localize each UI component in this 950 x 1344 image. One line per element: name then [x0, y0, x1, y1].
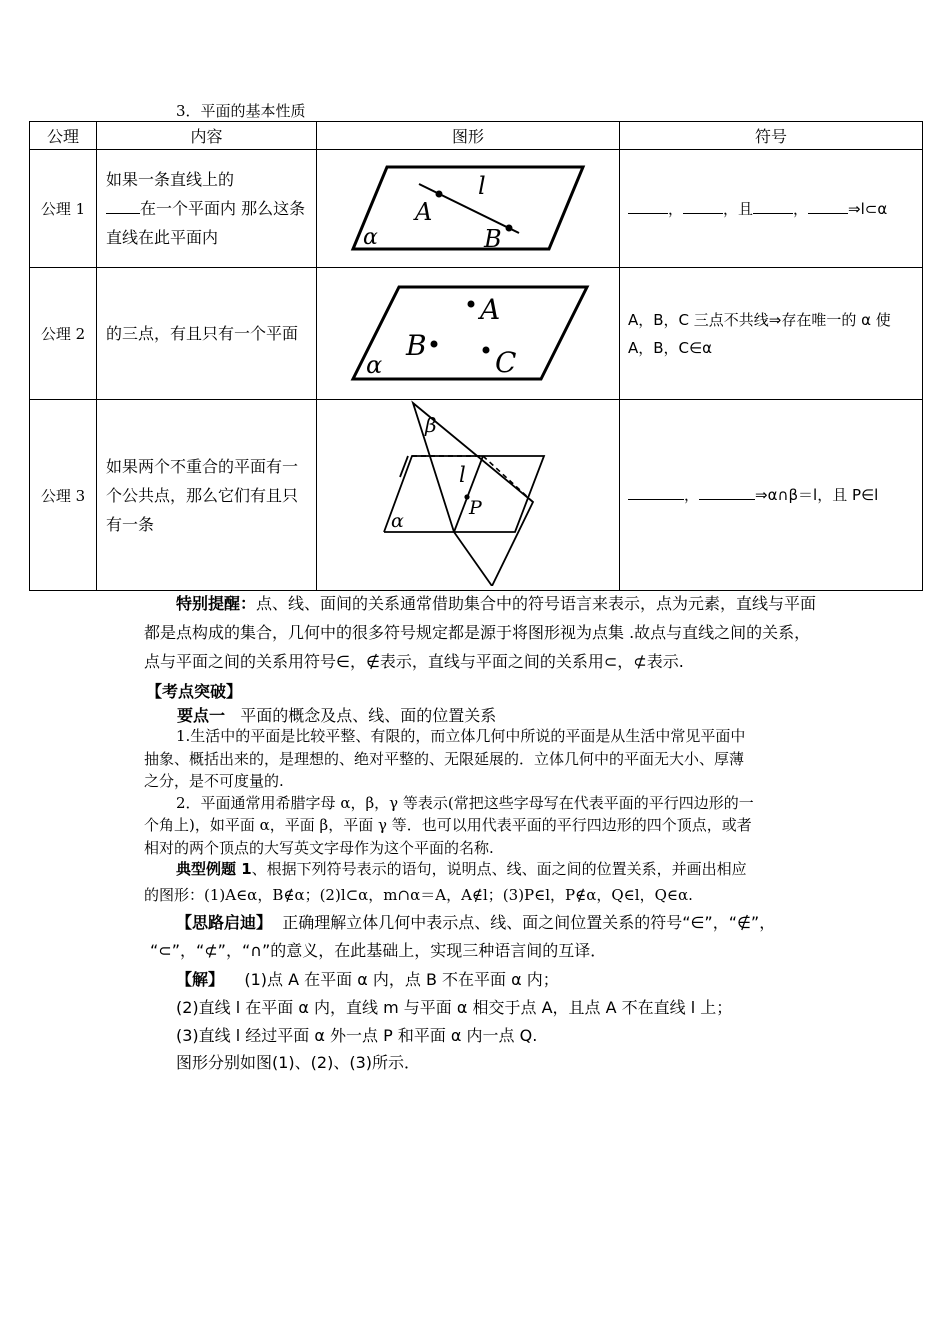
header-symbol: 符号 — [620, 122, 923, 150]
axiom-1-symbol: ， ，且 ， ⇒l⊂α — [620, 150, 923, 268]
axiom-2-content: 的三点，有且只有一个平面 — [97, 268, 317, 400]
axiom-3-content: 如果两个不重合的平面有一个公共点，那么它们有且只有一条 — [97, 400, 317, 591]
axiom-3-name: 公理 3 — [30, 400, 97, 591]
axiom-3-symbol: ， ⇒α∩β＝l，且 P∈l — [620, 400, 923, 591]
table-row — [30, 150, 923, 268]
point2-line2: 个角上)，如平面 α，平面 β，平面 γ 等．也可以用代表平面的平行四边形的四个顶点，或者 — [144, 816, 752, 834]
svg-text:B: B — [484, 224, 502, 253]
point2-line1: 2．平面通常用希腊字母 α，β，γ 等表示(常把这些字母写在代表平面的平行四边形的一 — [176, 794, 754, 812]
axiom-1-figure — [317, 150, 620, 268]
svg-text:l: l — [478, 171, 486, 200]
example-line1: 典型例题 1、根据下列符号表示的语句，说明点、线、面之间的位置关系，并画出相应 — [176, 860, 747, 878]
example-line2: 的图形：(1)A∈α，B∉α；(2)l⊂α，m∩α＝A，A∉l；(3)P∈l，P∉α，Q∈l，Q∈α. — [144, 886, 693, 904]
solution-line4: 图形分别如图(1)、(2)、(3)所示． — [176, 1053, 420, 1072]
solution-line1: 【解】 (1)点 A 在平面 α 内，点 B 不在平面 α 内； — [176, 970, 559, 989]
axiom-2-figure — [317, 268, 620, 400]
point2-line3: 相对的两个顶点的大写英文字母作为这个平面的名称. — [144, 839, 494, 857]
axioms-table — [29, 121, 923, 591]
axiom-1-name: 公理 1 — [30, 150, 97, 268]
special-reminder: 特别提醒：点、线、面间的关系通常借助集合中的符号语言来表示，点为元素，直线与平面都是点构成的集合，几何中的很多符号规定都是源于将图形视为点集 .故点与直线之间的关系，点与平面之间的关系用符号∈，∉表示，直线与平面之间的关系用⊂，⊄表示. — [144, 594, 817, 671]
intersecting-planes-diagram — [378, 400, 558, 586]
header-figure: 图形 — [317, 122, 620, 150]
axiom-1-content: 如果一条直线上的 在一个平面内 那么这条直线在此平面内 — [97, 150, 317, 268]
thinking-line1: 【思路启迪】 正确理解立体几何中表示点、线、面之间位置关系的符号“∈”，“∉”， — [176, 913, 776, 932]
axiom-2-symbol: A，B，C 三点不共线⇒存在唯一的 α 使 A，B，C∈α — [620, 268, 923, 400]
svg-text:α: α — [366, 350, 383, 379]
solution-line3: (3)直线 l 经过平面 α 外一点 P 和平面 α 内一点 Q. — [176, 1026, 538, 1045]
section-heading: 3．平面的基本性质 — [176, 102, 306, 120]
table-row — [30, 400, 923, 591]
point1-line1: 1.生活中的平面是比较平整、有限的，而立体几何中所说的平面是从生活中常见平面中 — [176, 727, 746, 745]
kaodian-heading: 【考点突破】 — [146, 682, 243, 701]
header-axiom: 公理 — [30, 122, 97, 150]
svg-text:l: l — [459, 463, 466, 487]
svg-text:B: B — [406, 328, 427, 362]
point1-line3: 之分，是不可度量的. — [144, 772, 284, 790]
svg-text:C: C — [495, 345, 517, 379]
axiom-3-figure — [317, 400, 620, 591]
svg-text:α: α — [363, 224, 378, 250]
point1-line2: 抽象、概括出来的，是理想的、绝对平整的、无限延展的．立体几何中的平面无大小、厚薄 — [144, 750, 745, 768]
table-row — [30, 268, 923, 400]
table-header-row — [30, 122, 923, 150]
three-points-diagram — [343, 279, 593, 385]
axiom-2-name: 公理 2 — [30, 268, 97, 400]
solution-line2: (2)直线 l 在平面 α 内，直线 m 与平面 α 相交于点 A，且点 A 不在直线 l 上； — [176, 998, 733, 1017]
thinking-line2: “⊂”，“⊄”，“∩”的意义，在此基础上，实现三种语言间的互译． — [150, 941, 607, 960]
svg-text:α: α — [391, 510, 404, 532]
header-content: 内容 — [97, 122, 317, 150]
svg-text:A: A — [415, 197, 433, 226]
svg-text:β: β — [425, 413, 437, 437]
svg-text:A: A — [480, 292, 501, 326]
yaodian-heading: 要点一 平面的概念及点、线、面的位置关系 — [177, 706, 497, 725]
svg-text:P: P — [469, 497, 482, 519]
plane-line-diagram — [343, 154, 593, 260]
